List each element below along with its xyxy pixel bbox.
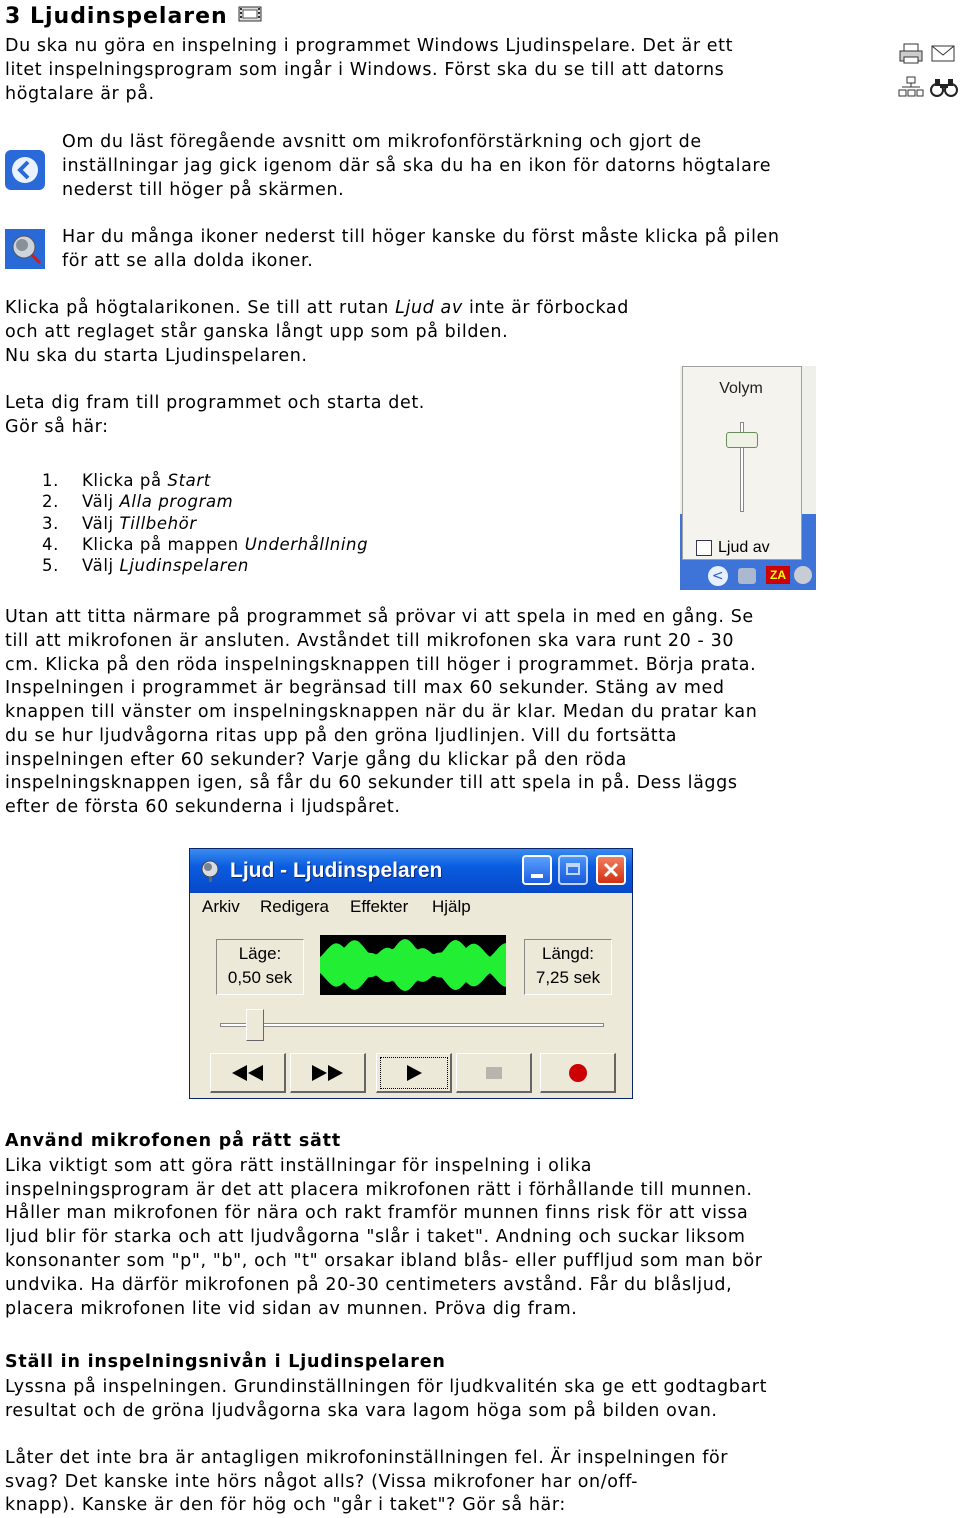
menu-hjalp[interactable]: Hjälp — [432, 897, 471, 916]
zonealarm-tray-icon: ZA — [766, 566, 790, 584]
sound-recorder-window — [189, 848, 633, 1099]
forward-button[interactable] — [290, 1053, 366, 1093]
title-bar[interactable] — [190, 849, 632, 893]
rewind-button[interactable] — [210, 1053, 286, 1093]
binoculars-icon[interactable] — [930, 76, 958, 98]
play-button[interactable] — [376, 1053, 452, 1093]
menu-redigera[interactable]: Redigera — [260, 897, 329, 916]
section-heading-mic: Använd mikrofonen på rätt sätt — [5, 1131, 341, 1151]
length-display: Längd: 7,25 sek — [524, 939, 612, 995]
position-display: Läge: 0,50 sek — [216, 939, 304, 995]
speaker-icon — [5, 229, 45, 269]
list-item: 4. Klicka på mappen Underhållning — [42, 534, 369, 554]
window-title: Ljud - Ljudinspelaren — [230, 859, 443, 882]
email-icon[interactable] — [930, 44, 956, 64]
volume-title: Volym — [719, 380, 763, 397]
rewind-icon — [230, 1064, 266, 1082]
stop-button[interactable] — [456, 1053, 532, 1093]
back-arrow-icon — [5, 150, 45, 190]
list-item: 3. Välj Tillbehör — [42, 513, 197, 533]
play-icon — [404, 1064, 424, 1082]
list-item: 5. Välj Ljudinspelaren — [42, 556, 249, 576]
position-slider-thumb[interactable] — [246, 1009, 264, 1041]
close-button[interactable] — [596, 855, 626, 885]
page-heading: 3 Ljudinspelaren — [5, 4, 228, 29]
stop-icon — [484, 1065, 504, 1081]
menu-arkiv[interactable]: Arkiv — [202, 897, 240, 916]
list-item: 1. Klicka på Start — [42, 471, 211, 490]
page-tools — [896, 40, 958, 100]
close-icon — [603, 862, 619, 878]
show-hidden-icons-icon[interactable]: < — [708, 566, 728, 586]
volume-slider-thumb[interactable] — [726, 432, 758, 448]
minimize-button[interactable] — [522, 855, 552, 885]
mute-label: Ljud av — [718, 539, 770, 556]
maximize-button[interactable] — [558, 855, 588, 885]
menu-effekter[interactable]: Effekter — [350, 897, 409, 916]
position-slider-track[interactable] — [220, 1023, 604, 1027]
record-icon — [567, 1062, 589, 1084]
steps-list — [42, 470, 368, 576]
list-item: 2. Välj Alla program — [42, 492, 234, 512]
network-tray-icon — [738, 568, 756, 584]
sitemap-icon[interactable] — [898, 76, 924, 98]
mute-checkbox[interactable] — [696, 540, 712, 556]
volume-popup-screenshot — [680, 366, 816, 590]
fast-forward-icon — [310, 1064, 346, 1082]
print-icon[interactable] — [898, 42, 924, 66]
section-heading-level: Ställ in inspelningsnivån i Ljudinspelaren — [5, 1352, 446, 1372]
waveform-display — [320, 935, 506, 995]
speaker-tray-icon[interactable] — [794, 566, 812, 584]
film-icon — [238, 5, 262, 23]
microphone-app-icon — [198, 859, 222, 883]
record-button[interactable] — [540, 1053, 616, 1093]
